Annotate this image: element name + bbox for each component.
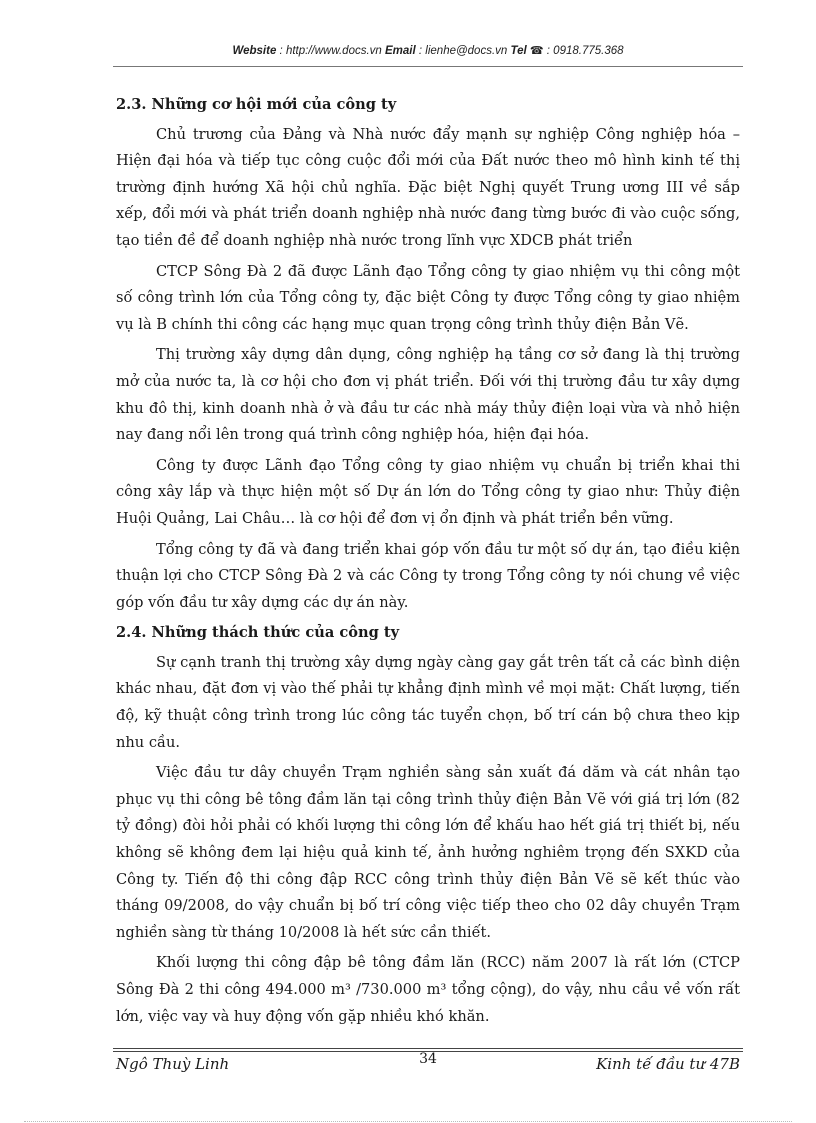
page-header: [113, 44, 743, 57]
page-number: 34: [419, 1051, 437, 1067]
paragraph: Chủ trương của Đảng và Nhà nước đẩy mạnh sự nghiệp Công nghiệp hóa – Hiện đại hóa và tiếp tục công cuộc đổi mới của Đất nước theo mô hình kinh tế thị trường định hướng Xã hội chủ nghĩa. Đặc biệt Nghị quyết Trung ương III về sắp xếp, đổi mới và phát triển doanh nghiệp nhà nước đang từng bước đi vào cuộc sống, tạo tiền đề để doanh nghiệp nhà nước trong lĩnh vực XDCB phát triển: [116, 125, 740, 249]
paragraph: Sự cạnh tranh thị trường xây dựng ngày càng gay gắt trên tất cả các bình diện khác nhau, đặt đơn vị vào thế phải tự khẳng định mình về mọi mặt: Chất lượng, tiến độ, kỹ thuật công trình trong lúc công tác tuyển chọn, bố trí cán bộ chưa theo kịp nhu cầu.: [116, 653, 740, 751]
section-heading: 2.4. Những thách thức của công ty: [116, 624, 400, 642]
paragraph: Khối lượng thi công đập bê tông đầm lăn (RCC) năm 2007 là rất lớn (CTCP Sông Đà 2 thi công 494.000 m³ /730.000 m³ tổng cộng), do vậy, nhu cầu về vốn rất lớn, việc vay và huy động vốn gặp nhiều khó khăn.: [116, 954, 740, 1025]
tel-value: : 0918.775.368: [543, 45, 624, 57]
header-divider: [113, 66, 743, 67]
footer-divider: [113, 1048, 743, 1049]
paragraph: CTCP Sông Đà 2 đã được Lãnh đạo Tổng công ty giao nhiệm vụ thi công một số công trình lớn của Tổng công ty, đặc biệt Công ty được Tổng công ty giao nhiệm vụ là B chính thi công các hạng mục quan trọng công trình thủy điện Bản Vẽ.: [116, 262, 740, 333]
paragraph: Công ty được Lãnh đạo Tổng công ty giao nhiệm vụ chuẩn bị triển khai thi công xây lắp và thực hiện một số Dự án lớn do Tổng công ty giao như: Thủy điện Huội Quảng, Lai Châu… là cơ hội để đơn vị ổn định và phát triển bền vững.: [116, 456, 740, 527]
footer-author: Ngô Thuỳ Linh: [116, 1055, 230, 1073]
website-label: Website: [232, 45, 277, 57]
document-body: [116, 92, 740, 1034]
tel-label: Tel: [510, 45, 527, 57]
phone-icon: ☎: [529, 45, 544, 57]
page-footer: [116, 1053, 740, 1075]
website-value: : http://www.docs.vn: [276, 45, 386, 57]
paragraph: Thị trường xây dựng dân dụng, công nghiệp hạ tầng cơ sở đang là thị trường mở của nước ta, là cơ hội cho đơn vị phát triển. Đối với thị trường đầu tư xây dựng khu đô thị, kinh doanh nhà ở và đầu tư các nhà máy thủy điện loại vừa và nhỏ hiện nay đang nổi lên trong quá trình công nghiệp hóa, hiện đại hóa.: [116, 346, 740, 444]
email-label: Email: [385, 45, 416, 57]
email-value: : lienhe@docs.vn: [415, 45, 511, 57]
section-heading: 2.3. Những cơ hội mới của công ty: [116, 96, 397, 113]
paragraph: Việc đầu tư dây chuyền Trạm nghiền sàng sản xuất đá dăm và cát nhân tạo phục vụ thi công bê tông đầm lăn tại công trình thủy điện Bản Vẽ với giá trị lớn (82 tỷ đồng) đòi hỏi phải có khối lượng thi công lớn để khấu hao hết giá trị thiết bị, nếu không sẽ không đem lại hiệu quả kinh tế, ảnh hưởng nghiêm trọng đến SXKD của Công ty. Tiến độ thi công đập RCC công trình thủy điện Bản Vẽ sẽ kết thúc vào tháng 09/2008, do vậy chuẩn bị bố trí công việc tiếp theo cho 02 dây chuyền Trạm nghiền sàng từ tháng 10/2008 là hết sức cần thiết.: [116, 764, 740, 941]
footer-course: Kinh tế đầu tư 47B: [596, 1055, 740, 1073]
paragraph: Tổng công ty đã và đang triển khai góp vốn đầu tư một số dự án, tạo điều kiện thuận lợi cho CTCP Sông Đà 2 và các Công ty trong Tổng công ty nói chung về việc góp vốn đầu tư xây dựng các dự án này.: [116, 540, 740, 611]
page-edge-dotted-line: [24, 1121, 792, 1122]
